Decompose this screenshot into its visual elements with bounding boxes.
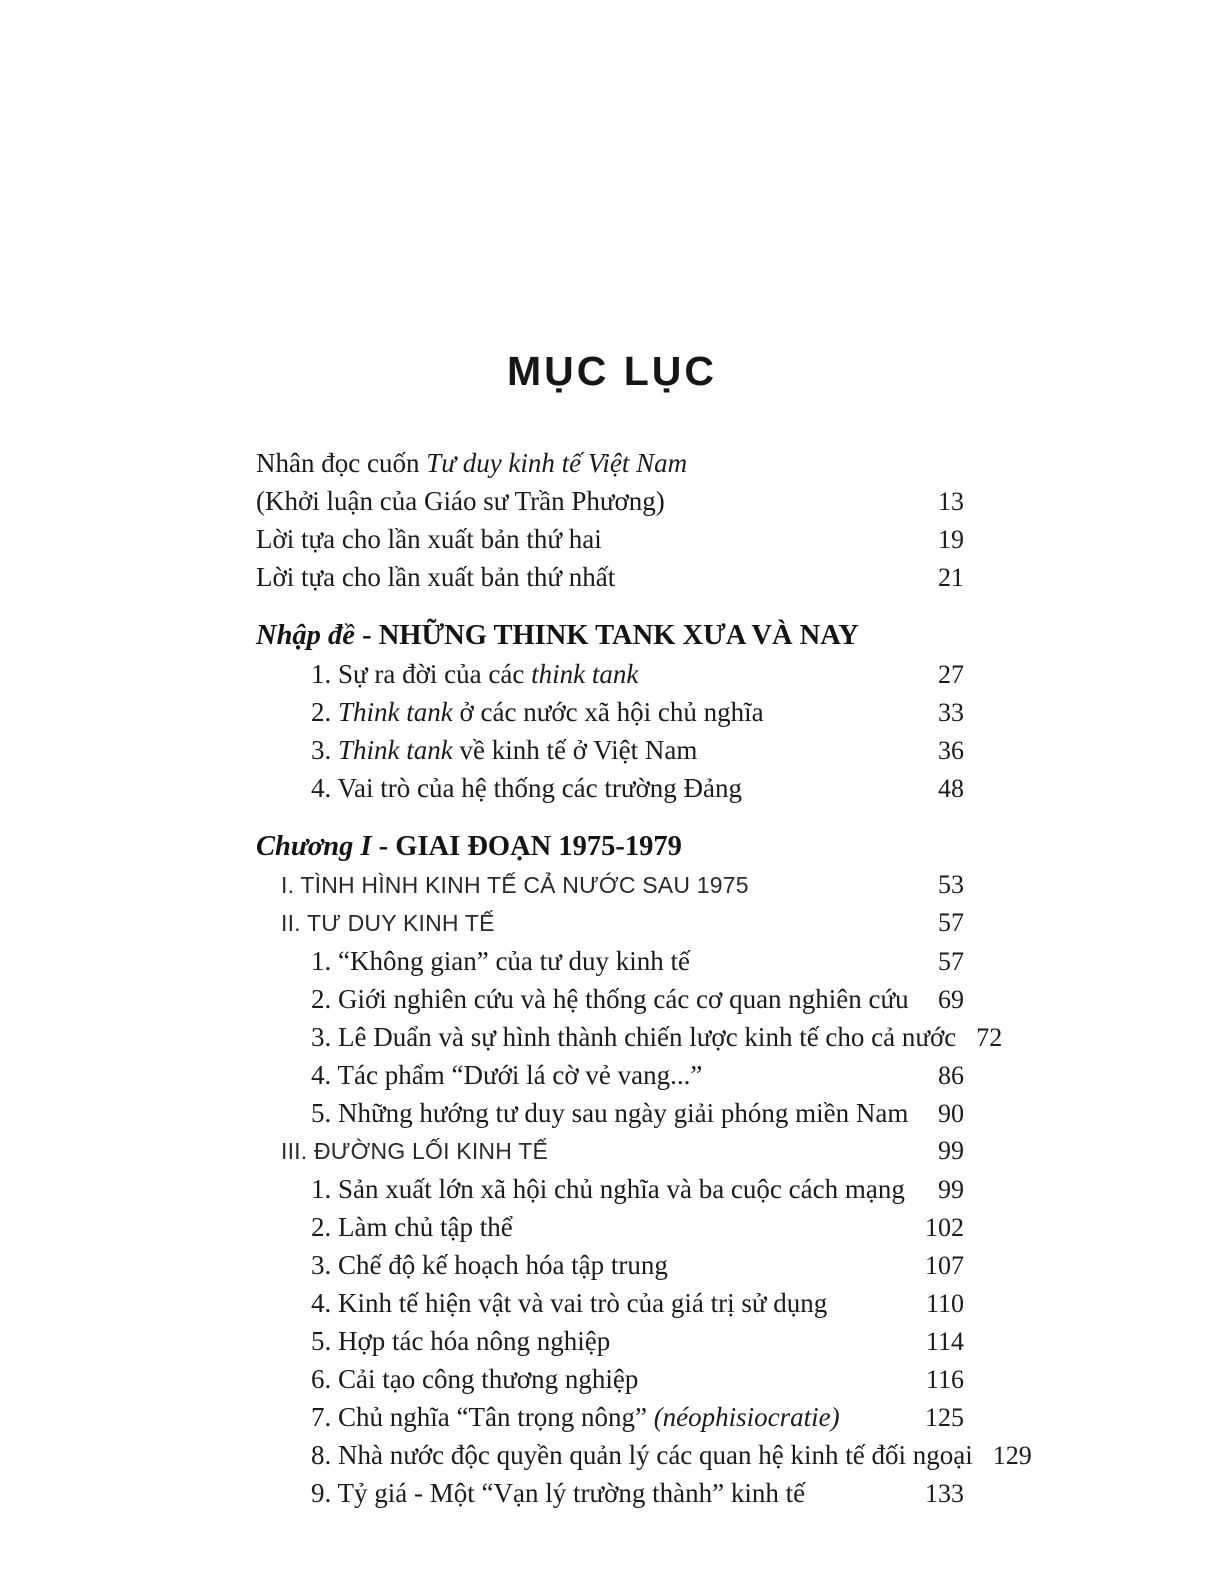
toc-entry-text: 4. Kinh tế hiện vật và vai trò của giá trị sử dụng	[311, 1288, 828, 1318]
toc-entry	[256, 1208, 964, 1246]
toc-page-number: 133	[925, 1479, 964, 1508]
toc-entry-text: 2. Giới nghiên cứu và hệ thống các cơ quan nghiên cứu	[311, 984, 909, 1014]
toc-section-heading	[256, 617, 964, 655]
toc-entry-text: 1. Sản xuất lớn xã hội chủ nghĩa và ba cuộc cách mạng	[311, 1174, 905, 1204]
toc-entry	[256, 731, 964, 769]
toc-entry-text: 4. Tác phẩm “Dưới lá cờ vẻ vang...”	[311, 1060, 703, 1090]
toc-page-number: 125	[925, 1403, 964, 1432]
toc-page-number: 102	[925, 1213, 964, 1242]
toc-entry-text: Nhân đọc cuốn Tư duy kinh tế Việt Nam	[256, 448, 688, 478]
toc-entry-text: 9. Tỷ giá - Một “Vạn lý trường thành” kinh tế	[311, 1478, 806, 1508]
toc-entry	[256, 655, 964, 693]
toc-entry-text: Lời tựa cho lần xuất bản thứ nhất	[256, 562, 616, 592]
toc-page-number: 107	[925, 1251, 964, 1280]
toc-entry	[256, 1284, 964, 1322]
toc-entry	[256, 1018, 1003, 1056]
toc-page-number: 36	[938, 736, 964, 765]
toc-entry-text: 5. Hợp tác hóa nông nghiệp	[311, 1326, 611, 1356]
toc-page-number: 114	[925, 1327, 964, 1356]
toc-page-number: 53	[938, 870, 964, 899]
toc-page-number: 57	[938, 908, 964, 937]
toc-entry-text: III. ĐƯỜNG LỐI KINH TẾ	[281, 1138, 548, 1164]
toc-entry	[256, 1056, 964, 1094]
toc-page-number: 69	[938, 985, 964, 1014]
toc-entry	[256, 1246, 964, 1284]
toc-page-number: 13	[938, 487, 964, 516]
toc-page-number: 99	[938, 1136, 964, 1165]
toc-entry-text: 1. “Không gian” của tư duy kinh tế	[311, 946, 691, 976]
toc-entry-text: Nhập đề - NHỮNG THINK TANK XƯA VÀ NAY	[256, 620, 859, 651]
toc-entry	[256, 904, 964, 942]
toc-page-number: 19	[938, 525, 964, 554]
toc-entry-text: I. TÌNH HÌNH KINH TẾ CẢ NƯỚC SAU 1975	[281, 872, 749, 898]
toc-entry-text: 7. Chủ nghĩa “Tân trọng nông” (néophisiocratie)	[311, 1402, 840, 1432]
toc-page-number: 110	[925, 1289, 964, 1318]
toc-entry	[256, 1132, 964, 1170]
toc-entry	[256, 866, 964, 904]
toc-entry	[256, 444, 964, 482]
toc-entry-text: II. TƯ DUY KINH TẾ	[281, 910, 495, 936]
toc-entry	[256, 558, 964, 596]
toc-page-number: 57	[938, 947, 964, 976]
toc-page-number: 27	[938, 660, 964, 689]
toc-page-number: 129	[992, 1441, 1032, 1470]
toc-entry-text: 4. Vai trò của hệ thống các trường Đảng	[311, 773, 743, 803]
toc-entry	[256, 769, 964, 807]
toc-entry	[256, 1360, 964, 1398]
page-title: MỤC LỤC	[506, 348, 718, 394]
toc-page-number: 21	[938, 563, 964, 592]
toc-entry-text: 3. Chế độ kế hoạch hóa tập trung	[311, 1250, 668, 1280]
toc-entry	[256, 482, 964, 520]
toc-entry-text: 2. Think tank ở các nước xã hội chủ nghĩa	[311, 697, 764, 727]
toc-entry-text: 1. Sự ra đời của các think tank	[311, 659, 639, 689]
toc-entry-text: (Khởi luận của Giáo sư Trần Phương)	[256, 486, 665, 516]
toc-entry-text: 3. Lê Duẩn và sự hình thành chiến lược kinh tế cho cả nước	[311, 1022, 957, 1052]
toc-page-number: 72	[976, 1023, 1003, 1052]
toc-entry	[256, 942, 964, 980]
toc-entry-text: 5. Những hướng tư duy sau ngày giải phóng miền Nam	[311, 1098, 909, 1128]
toc-page-number: 116	[925, 1365, 964, 1394]
toc-page-number: 86	[938, 1061, 964, 1090]
toc-entry	[256, 1322, 964, 1360]
toc-entry	[256, 1170, 964, 1208]
toc-page-number: 48	[938, 774, 964, 803]
toc-section-heading	[256, 828, 964, 866]
toc-entry-text: Lời tựa cho lần xuất bản thứ hai	[256, 524, 602, 554]
toc-page-number: 33	[938, 698, 964, 727]
toc-list	[256, 444, 1032, 1512]
toc-entry-text: 2. Làm chủ tập thể	[311, 1212, 513, 1242]
toc-entry-text: 8. Nhà nước độc quyền quản lý các quan hệ kinh tế đối ngoại	[311, 1440, 973, 1470]
toc-page-number: 90	[938, 1099, 964, 1128]
toc-entry-text: Chương I - GIAI ĐOẠN 1975-1979	[256, 831, 682, 862]
toc-entry	[256, 520, 964, 558]
toc-entry	[256, 1398, 964, 1436]
toc-entry	[256, 980, 964, 1018]
toc-entry	[256, 693, 964, 731]
toc-entry	[256, 1094, 964, 1132]
toc-page-number: 99	[938, 1175, 964, 1204]
toc-entry	[256, 1436, 1032, 1474]
toc-entry-text: 6. Cải tạo công thương nghiệp	[311, 1364, 639, 1394]
toc-entry-text: 3. Think tank về kinh tế ở Việt Nam	[311, 735, 698, 765]
toc-entry	[256, 1474, 964, 1512]
